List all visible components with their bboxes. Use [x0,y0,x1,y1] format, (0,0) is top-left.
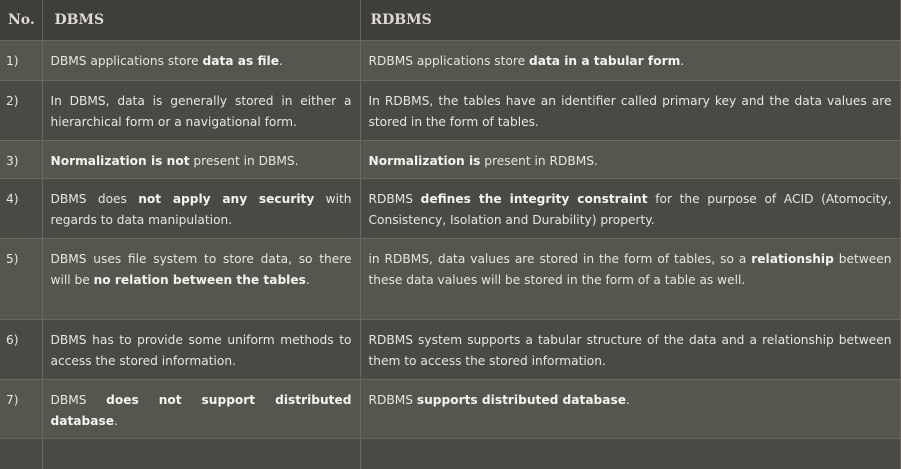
cell-text: between these data values will be stored in the form of a table as well. [369,252,892,287]
cell-text: RDBMS system supports a tabular structure of the data and a relationship between them to access the stored information. [369,333,892,368]
cell-text: . [114,414,118,428]
cell-text: DBMS does [51,192,139,206]
bold-text: data as file [203,54,279,68]
cell-text: with regards to data manipulation. [51,192,352,227]
dbms-cell [42,380,360,439]
cell-text: DBMS has to provide some uniform methods to access the stored information. [51,333,352,368]
rdbms-cell [360,141,900,179]
rdbms-cell [360,179,900,239]
cell-text: RDBMS applications store [369,54,530,68]
rdbms-cell [360,41,900,81]
row-number: 7) [0,380,42,439]
dbms-cell [42,239,360,320]
row-number: 5) [0,239,42,320]
header-row [0,0,900,41]
dbms-cell [42,320,360,380]
bold-text: Normalization is not [51,154,190,168]
bold-text: Normalization is [369,154,481,168]
bold-text: not apply any security [138,192,314,206]
bold-text: supports distributed database [417,393,626,407]
cell-text: RDBMS [369,192,421,206]
dbms-cell [42,41,360,81]
row-number: 3) [0,141,42,179]
cell-text: present in RDBMS. [480,154,597,168]
rdbms-cell [360,380,900,439]
cell-text: . [626,393,630,407]
rdbms-cell [360,239,900,320]
row-number: 4) [0,179,42,239]
cell-text: . [680,54,684,68]
cell-text: . [306,273,310,287]
cell-text: RDBMS [369,393,417,407]
bold-text: no relation between the tables [94,273,306,287]
table-row [0,320,900,380]
table-row [0,380,900,439]
cell-text: DBMS applications store [51,54,203,68]
cell-text: for the purpose of ACID (Atomocity, Consistency, Isolation and Durability) property. [369,192,892,227]
bold-text: defines the integrity constraint [421,192,648,206]
dbms-cell [42,141,360,179]
row-number: 1) [0,41,42,81]
row-number: 2) [0,81,42,141]
table-row-partial [0,439,900,469]
rdbms-cell [360,320,900,380]
cell-text: present in DBMS. [190,154,299,168]
dbms-cell [42,81,360,141]
cell-text: DBMS [51,393,107,407]
table-row [0,41,900,81]
cell-text: DBMS uses file system to store data, so there will be [51,252,352,287]
header-no: No. [0,0,42,41]
rdbms-cell [360,81,900,141]
cell-text: In RDBMS, the tables have an identifier called primary key and the data values are stored in the form of tables. [369,94,892,129]
cell-text: In DBMS, data is generally stored in either a hierarchical form or a navigational form. [51,94,352,129]
table-row [0,239,900,320]
table-row [0,141,900,179]
bold-text: does not support distributed database [51,393,352,428]
row-number: 6) [0,320,42,380]
dbms-cell [42,179,360,239]
bold-text: data in a tabular form [529,54,680,68]
table-row [0,81,900,141]
header-rdbms: RDBMS [360,0,900,41]
header-dbms: DBMS [42,0,360,41]
bold-text: relationship [751,252,834,266]
cell-text: . [279,54,283,68]
cell-text: in RDBMS, data values are stored in the form of tables, so a [369,252,752,266]
table-row [0,179,900,239]
